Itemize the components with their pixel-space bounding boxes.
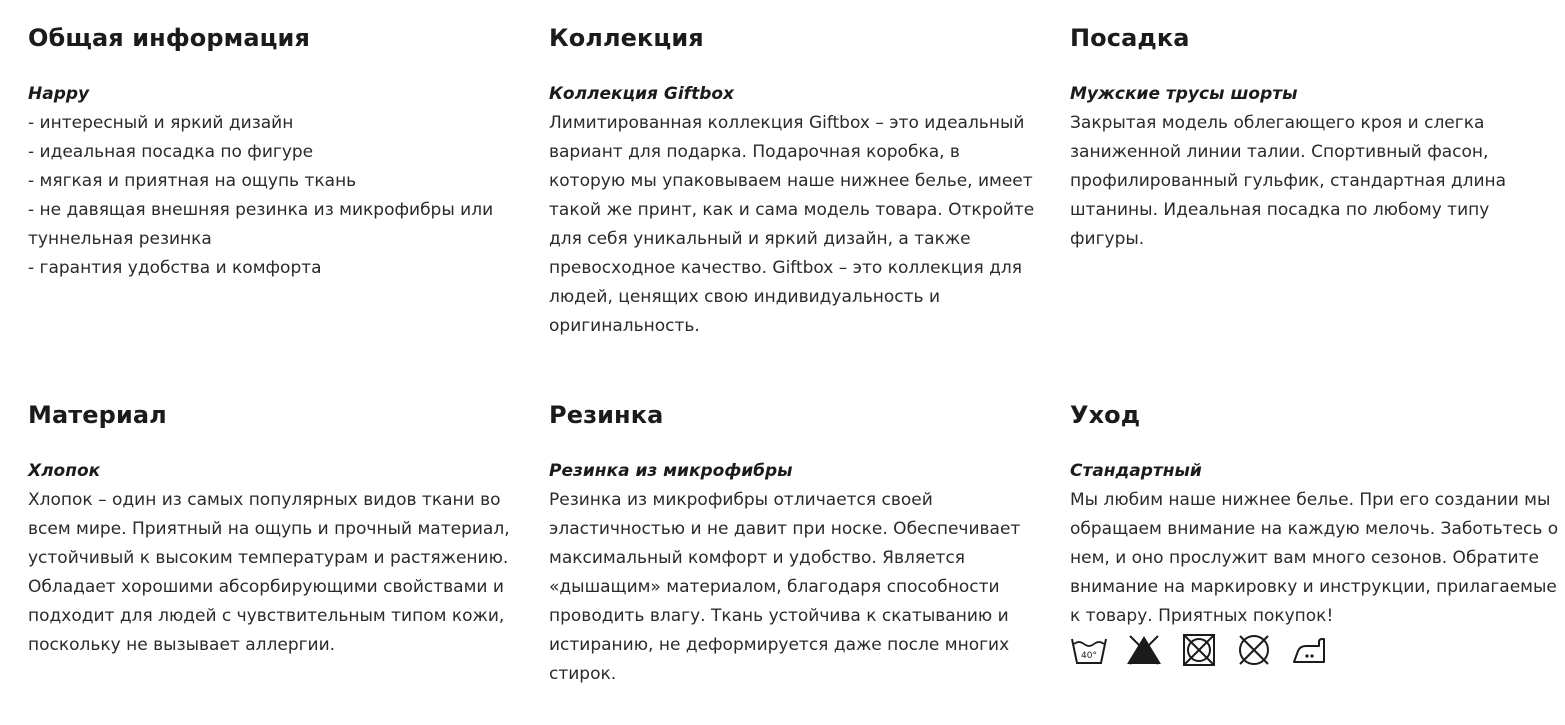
section-subtitle: Резинка из микрофибры <box>549 461 793 481</box>
section-fit <box>1070 20 1560 254</box>
care-icons <box>1070 633 1560 667</box>
section-subtitle: Мужские трусы шорты <box>1070 84 1298 104</box>
do-not-dry-clean-icon <box>1235 633 1273 667</box>
section-waistband <box>549 397 1039 689</box>
section-text: Хлопок – один из самых популярных видов ткани во всем мире. Приятный на ощупь и прочный материал, устойчивый к высоким температурам и растяжению. Обладает хорошими абсорбирующими свойствами и подходит для людей с чувствительным типом кожи, поскольку не вызывает аллергии. <box>28 490 510 655</box>
section-subtitle: Хлопок <box>28 461 101 481</box>
feature-list <box>28 109 518 283</box>
wash-temp-label: 40° <box>1081 651 1097 661</box>
list-item: - интересный и яркий дизайн <box>28 113 294 133</box>
list-item: - гарантия удобства и комфорта <box>28 258 322 278</box>
list-item: - мягкая и приятная на ощупь ткань <box>28 171 357 191</box>
section-title: Резинка <box>549 401 664 429</box>
section-subtitle: Стандартный <box>1070 461 1202 481</box>
section-text: Лимитированная коллекция Giftbox – это идеальный вариант для подарка. Подарочная коробка, в которую мы упаковываем наше нижнее белье, имеет такой же принт, как и сама модель товара. Откройте для себя уникальный и яркий дизайн, а также превосходное качество. Giftbox – это коллекция для людей, ценящих свою индивидуальность и оригинальность. <box>549 113 1035 336</box>
wash-40-icon <box>1070 633 1108 667</box>
list-item: - не давящая внешняя резинка из микрофибры или туннельная резинка <box>28 200 494 249</box>
section-text: Резинка из микрофибры отличается своей эластичностью и не давит при носке. Обеспечивает максимальный комфорт и удобство. Является «дышащим» материалом, благодаря способности проводить влагу. Ткань устойчива к скатыванию и истиранию, не деформируется даже после многих стирок. <box>549 490 1021 684</box>
section-subtitle: Happy <box>28 84 90 104</box>
section-title: Посадка <box>1070 24 1190 52</box>
section-title: Материал <box>28 401 167 429</box>
iron-low-icon <box>1290 633 1328 667</box>
section-title: Уход <box>1070 401 1141 429</box>
do-not-bleach-icon <box>1125 633 1163 667</box>
section-material <box>28 397 518 660</box>
section-title: Общая информация <box>28 24 310 52</box>
section-text: Закрытая модель облегающего кроя и слегка заниженной линии талии. Спортивный фасон, профилированный гульфик, стандартная длина штанины. Идеальная посадка по любому типу фигуры. <box>1070 113 1507 249</box>
section-general <box>28 20 518 283</box>
section-subtitle: Коллекция Giftbox <box>549 84 735 104</box>
section-care <box>1070 397 1560 667</box>
list-item: - идеальная посадка по фигуре <box>28 142 314 162</box>
do-not-tumble-dry-icon <box>1180 633 1218 667</box>
section-text: Мы любим наше нижнее белье. При его создании мы обращаем внимание на каждую мелочь. Заботьтесь о нем, и оно прослужит вам много сезонов. Обратите внимание на маркировку и инструкции, прилагаемые к товару. Приятных покупок! <box>1070 490 1559 626</box>
section-collection <box>549 20 1039 341</box>
section-title: Коллекция <box>549 24 704 52</box>
